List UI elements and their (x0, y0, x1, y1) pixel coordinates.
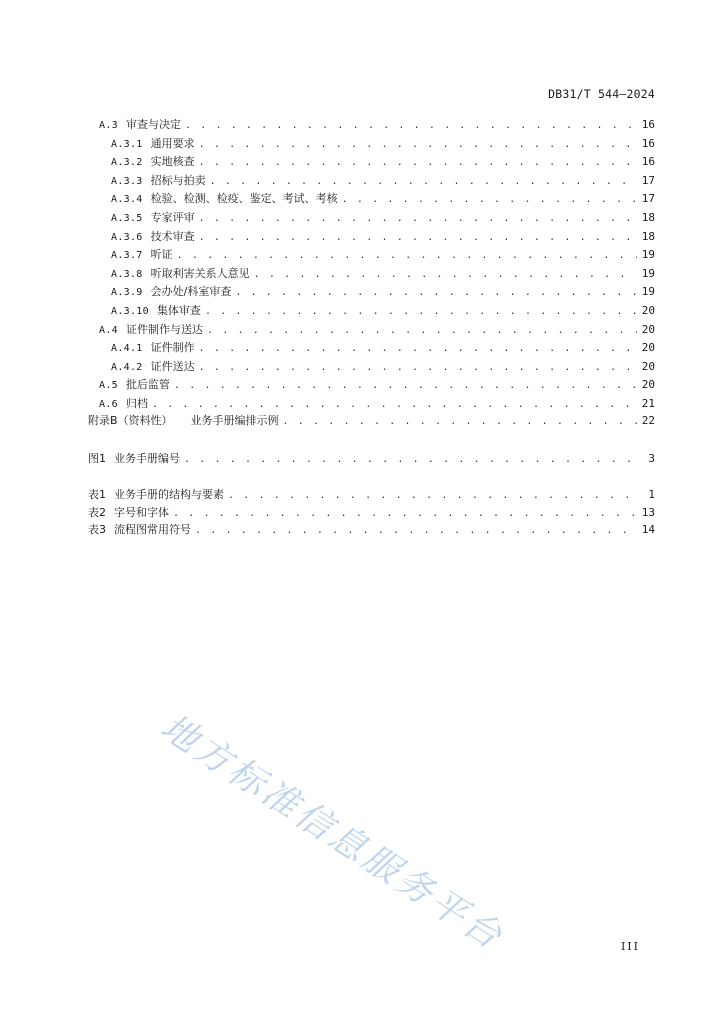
dot-leader (177, 249, 637, 263)
dot-leader (199, 138, 637, 152)
table-title: 业务手册的结构与要素 (114, 488, 224, 501)
toc-entry[interactable] (111, 192, 655, 206)
dot-leader (185, 119, 637, 133)
table-entry[interactable] (88, 506, 655, 520)
toc-number: A.3.5 (111, 213, 143, 224)
table-page: 14 (641, 523, 655, 536)
dot-leader (228, 489, 637, 503)
table-page: 1 (648, 488, 655, 501)
figure-page: 3 (648, 452, 655, 465)
dot-leader (342, 193, 637, 207)
toc-title: 会办处/科室审查 (150, 285, 232, 299)
toc-number: A.3.8 (111, 268, 143, 280)
toc-title: 专家评审 (150, 211, 195, 224)
dot-leader (199, 342, 637, 356)
dot-leader (195, 524, 637, 538)
toc-page: 19 (641, 285, 655, 299)
figure-number: 图1 (88, 452, 106, 465)
toc-page: 18 (641, 229, 655, 243)
dot-leader (254, 268, 637, 282)
toc-number: A.3.6 (111, 231, 143, 243)
toc-title: 技术审查 (150, 229, 195, 243)
toc-page: 22 (641, 414, 655, 427)
table-entry[interactable] (88, 488, 655, 502)
table-entry[interactable] (88, 523, 655, 537)
toc-page: 19 (641, 248, 655, 262)
toc-number: A.6 (99, 399, 118, 410)
figure-title: 业务手册编号 (114, 452, 180, 465)
dot-leader (174, 379, 637, 393)
toc-entry[interactable] (111, 211, 655, 225)
toc-title: 审查与决定 (125, 118, 181, 131)
dot-leader (152, 398, 637, 412)
page-number: III (620, 940, 640, 953)
toc-number: A.3.7 (111, 250, 143, 262)
toc-page: 17 (641, 192, 655, 206)
dot-leader (173, 507, 637, 521)
table-number: 表2 (88, 505, 106, 519)
toc-number: A.5 (99, 380, 118, 392)
toc-page: 17 (641, 173, 655, 187)
toc-title: 业务手册编排示例 (190, 414, 279, 427)
toc-title: 证件制作与送达 (125, 322, 203, 336)
toc-title: 证件送达 (150, 359, 195, 373)
toc-number: A.3.1 (111, 138, 143, 150)
toc-page: 21 (641, 397, 655, 410)
table-number: 表3 (88, 523, 106, 536)
document-code: DB31/T 544—2024 (548, 87, 655, 101)
dot-leader (235, 286, 637, 300)
table-title: 字号和字体 (114, 505, 169, 519)
toc-entry[interactable] (111, 360, 655, 374)
toc-number: A.3.9 (111, 287, 143, 299)
toc-title: 批后监管 (125, 378, 170, 392)
toc-page: 20 (641, 359, 655, 373)
table-page: 13 (641, 505, 655, 519)
toc-page: 20 (641, 341, 655, 355)
toc-title: 听取利害关系人意见 (150, 266, 250, 280)
toc-page: 19 (641, 266, 655, 280)
toc-page: 16 (641, 155, 655, 169)
dot-leader (199, 212, 637, 226)
toc-number: A.4.2 (111, 361, 143, 373)
toc-entry[interactable] (88, 414, 655, 428)
dot-leader (184, 453, 637, 467)
toc-entry[interactable] (111, 174, 655, 188)
toc-entry[interactable] (111, 155, 655, 169)
toc-title: 检验、检测、检疫、鉴定、考试、考核 (150, 192, 338, 206)
toc-entry[interactable] (99, 378, 655, 392)
toc-title: 集体审查 (156, 304, 201, 317)
toc-number: A.4.1 (111, 343, 143, 355)
toc-entry[interactable] (111, 285, 655, 299)
toc-page: 20 (641, 304, 655, 317)
dot-leader (199, 231, 637, 245)
toc-entry[interactable] (111, 341, 655, 355)
dot-leader (205, 305, 637, 319)
toc-number: A.3.10 (111, 306, 149, 317)
toc-entry[interactable] (111, 230, 655, 244)
toc-entry[interactable] (99, 118, 655, 132)
dot-leader (199, 361, 637, 375)
dot-leader (210, 175, 637, 189)
table-number: 表1 (88, 488, 106, 501)
toc-entry[interactable] (111, 267, 655, 281)
toc-page: 16 (641, 118, 655, 131)
toc-page: 20 (641, 378, 655, 392)
toc-page: 16 (641, 136, 655, 150)
dot-leader (283, 415, 637, 429)
toc-entry[interactable] (99, 323, 655, 337)
toc-number: A.4 (99, 324, 118, 336)
watermark: 地方标准信息服务平台 (153, 706, 512, 959)
toc-title: 招标与拍卖 (150, 173, 206, 187)
toc-number: A.3.2 (111, 157, 143, 169)
toc-entry[interactable] (111, 248, 655, 262)
toc-page: 18 (641, 211, 655, 224)
table-title: 流程图常用符号 (114, 523, 191, 536)
toc-number: A.3.3 (111, 175, 143, 187)
toc-title: 通用要求 (150, 136, 195, 150)
toc-page: 20 (641, 322, 655, 336)
dot-leader (199, 156, 637, 170)
toc-number: 附录B（资料性） (88, 414, 173, 427)
toc-number: A.3.4 (111, 194, 143, 206)
figure-entry[interactable] (88, 452, 655, 466)
toc-entry[interactable] (111, 137, 655, 151)
dot-leader (207, 324, 637, 338)
toc-title: 归档 (125, 397, 148, 410)
toc-entry[interactable] (99, 397, 655, 411)
toc-title: 实地核查 (150, 155, 195, 169)
toc-number: A.3 (99, 120, 118, 131)
toc-entry[interactable] (111, 304, 655, 318)
toc-title: 证件制作 (150, 341, 195, 355)
toc-title: 听证 (150, 248, 173, 262)
